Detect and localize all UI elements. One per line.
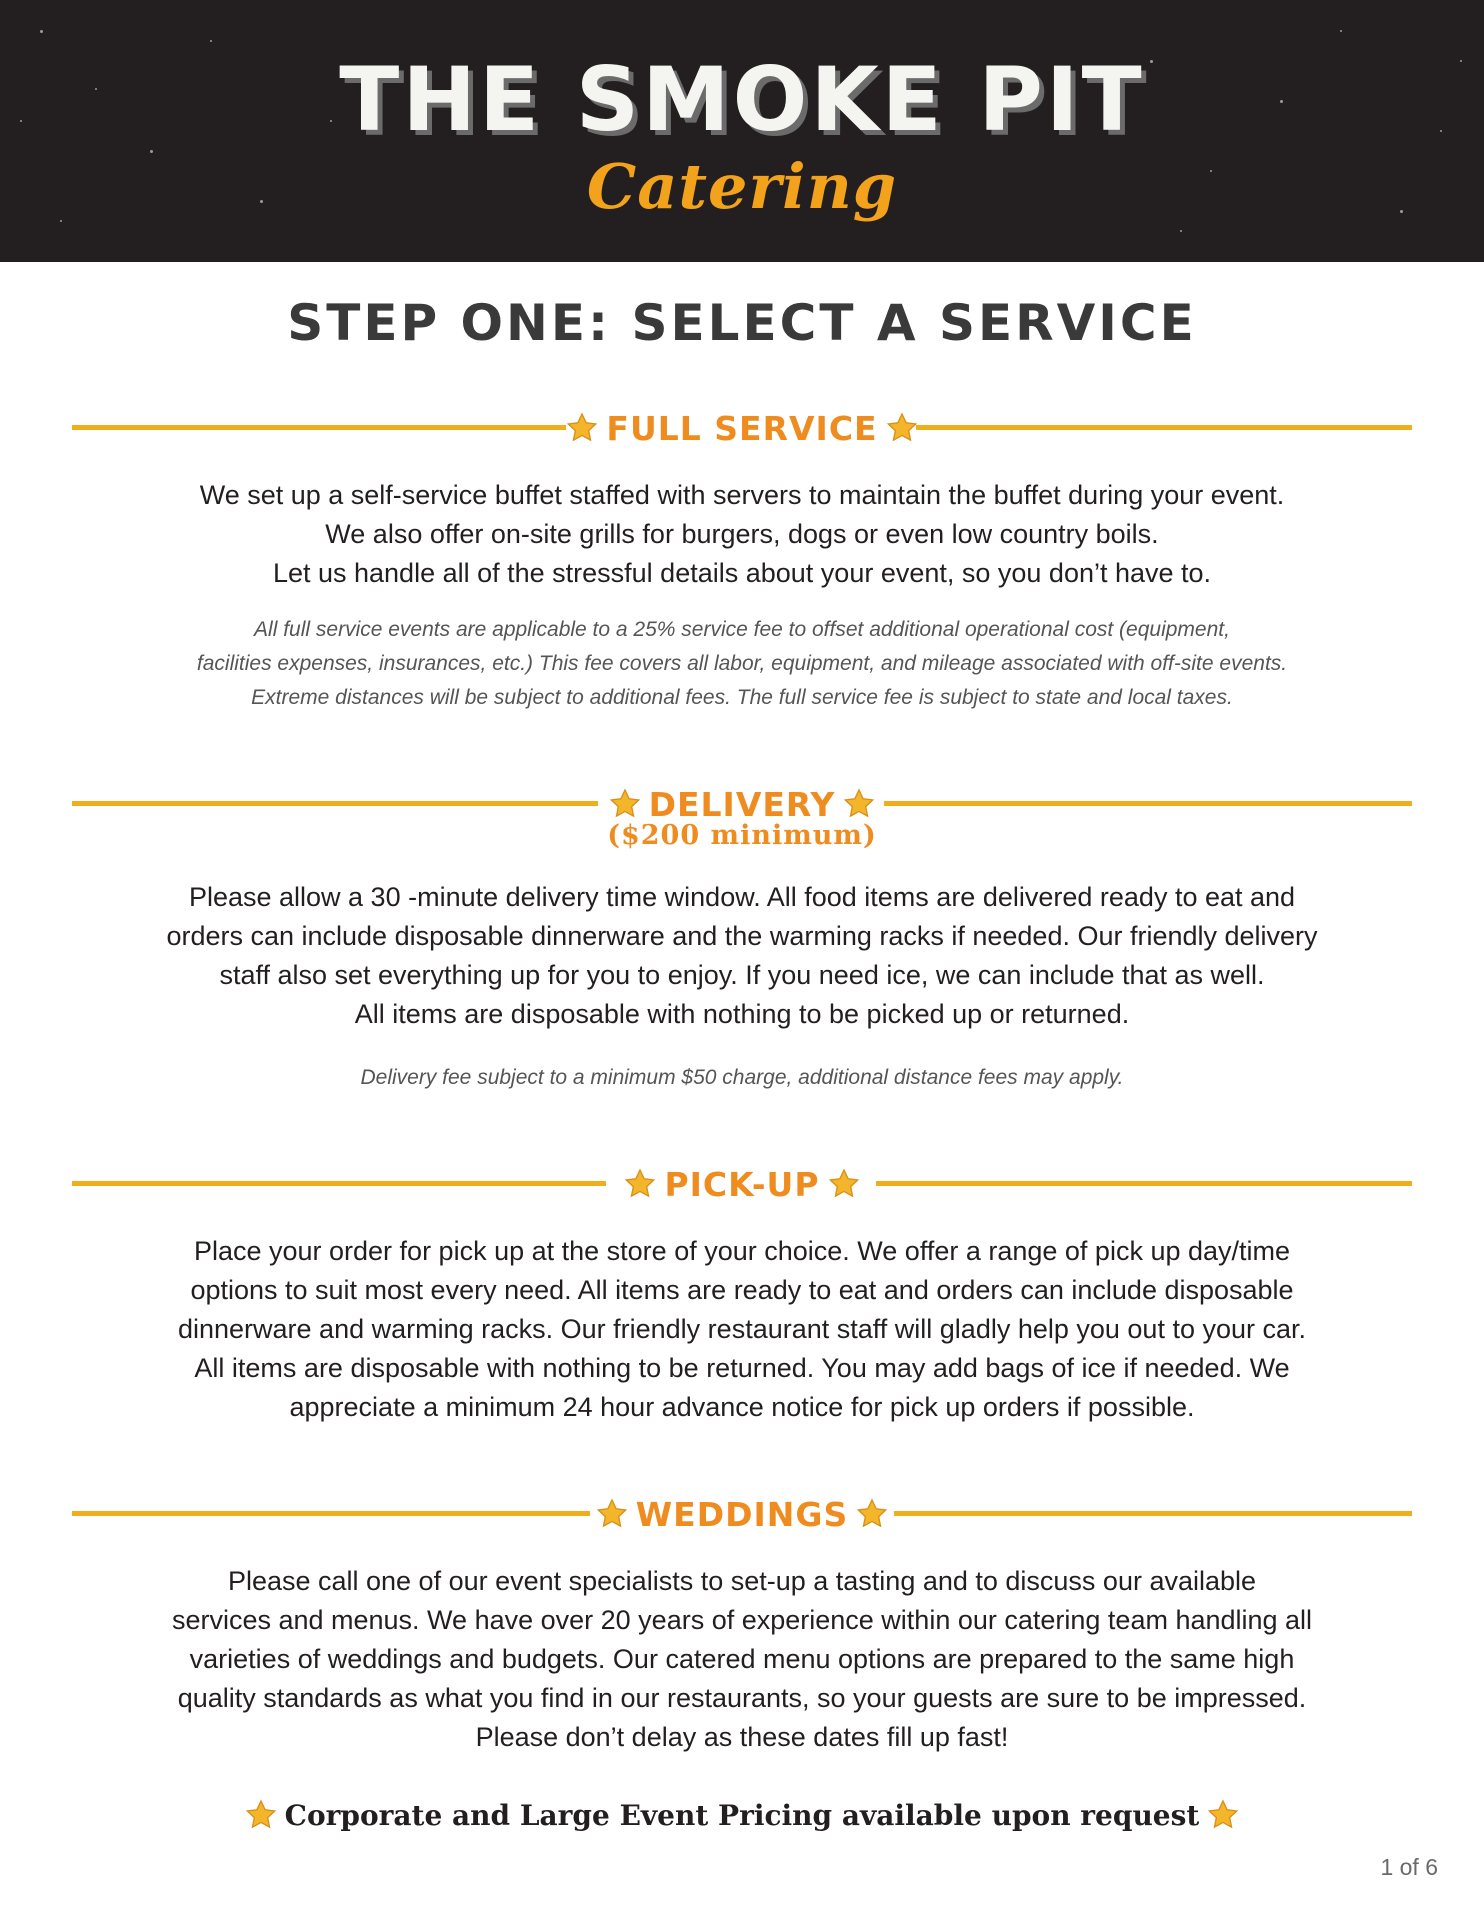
star-icon	[886, 412, 918, 444]
section-heading-pick-up	[0, 1165, 1484, 1205]
star-icon	[856, 1498, 888, 1530]
section-label: DELIVERY	[648, 785, 836, 824]
section-body-delivery: Please allow a 30 -minute delivery time window. All food items are delivered ready to eat and orders can include disposable dinnerware and the warming racks if needed. Our friendly delivery staff also set everything up for you to enjoy. If you need ice, we can include that as well. All items are disposable with nothing to be picked up or returned.	[166, 882, 1318, 1029]
section-body-weddings: Please call one of our event specialists to set-up a tasting and to discuss our available services and menus. We have over 20 years of experience within our catering team handling all varieties of weddings and budgets. Our catered menu options are prepared to the same high quality standards as what you find in our restaurants, so your guests are sure to be impressed. Please don’t delay as these dates fill up fast!	[171, 1566, 1313, 1752]
section-label: PICK-UP	[664, 1165, 820, 1204]
delivery-minimum-note: ($200 minimum)	[607, 820, 877, 851]
section-heading-full-service	[0, 409, 1484, 449]
section-divider-weddings	[0, 1486, 1484, 1546]
star-icon	[1207, 1799, 1239, 1831]
brand-title: THE SMOKE PIT	[339, 48, 1145, 151]
page-number: 1 of 6	[1380, 1854, 1438, 1880]
brand-subtitle: Catering	[586, 150, 898, 223]
star-icon	[828, 1168, 860, 1200]
section-label: FULL SERVICE	[606, 409, 878, 448]
section-fine-print-full-service: All full service events are applicable to a 25% service fee to offset additional operational cost (equipment, facilities expenses, insurances, etc.) This fee covers all labor, equipment, and mileage associated with off-site events. Extreme distances will be subject to additional fees. The full service fee is subject to state and local taxes.	[196, 618, 1288, 709]
star-icon	[596, 1498, 628, 1530]
star-icon	[609, 788, 641, 820]
section-body-full-service: We set up a self-service buffet staffed with servers to maintain the buffet during your event. We also offer on-site grills for burgers, dogs or even low country boils. Let us handle all of the stressful details about your event, so you don’t have to.	[199, 480, 1285, 588]
section-heading-weddings	[0, 1495, 1484, 1535]
star-icon	[245, 1799, 277, 1831]
corporate-pricing-note	[0, 1799, 1484, 1834]
section-body-pick-up: Place your order for pick up at the store of your choice. We offer a range of pick up day/time options to suit most every need. All items are ready to eat and orders can include disposable dinnerware and warming racks. Our friendly restaurant staff will gladly help you out to your car. All items are disposable with nothing to be returned. You may add bags of ice if needed. We appreciate a minimum 24 hour advance notice for pick up orders if possible.	[177, 1236, 1307, 1422]
section-heading-delivery	[0, 785, 1484, 825]
section-divider-pick-up	[0, 1156, 1484, 1216]
star-icon	[843, 788, 875, 820]
section-divider-full-service	[0, 400, 1484, 460]
header-banner	[0, 0, 1484, 262]
page-title: STEP ONE: SELECT A SERVICE	[287, 294, 1197, 352]
star-icon	[566, 412, 598, 444]
star-icon	[624, 1168, 656, 1200]
corporate-pricing-text: Corporate and Large Event Pricing available upon request	[284, 1799, 1200, 1832]
section-label: WEDDINGS	[635, 1495, 849, 1534]
section-fine-print-delivery: Delivery fee subject to a minimum $50 charge, additional distance fees may apply.	[360, 1066, 1124, 1089]
